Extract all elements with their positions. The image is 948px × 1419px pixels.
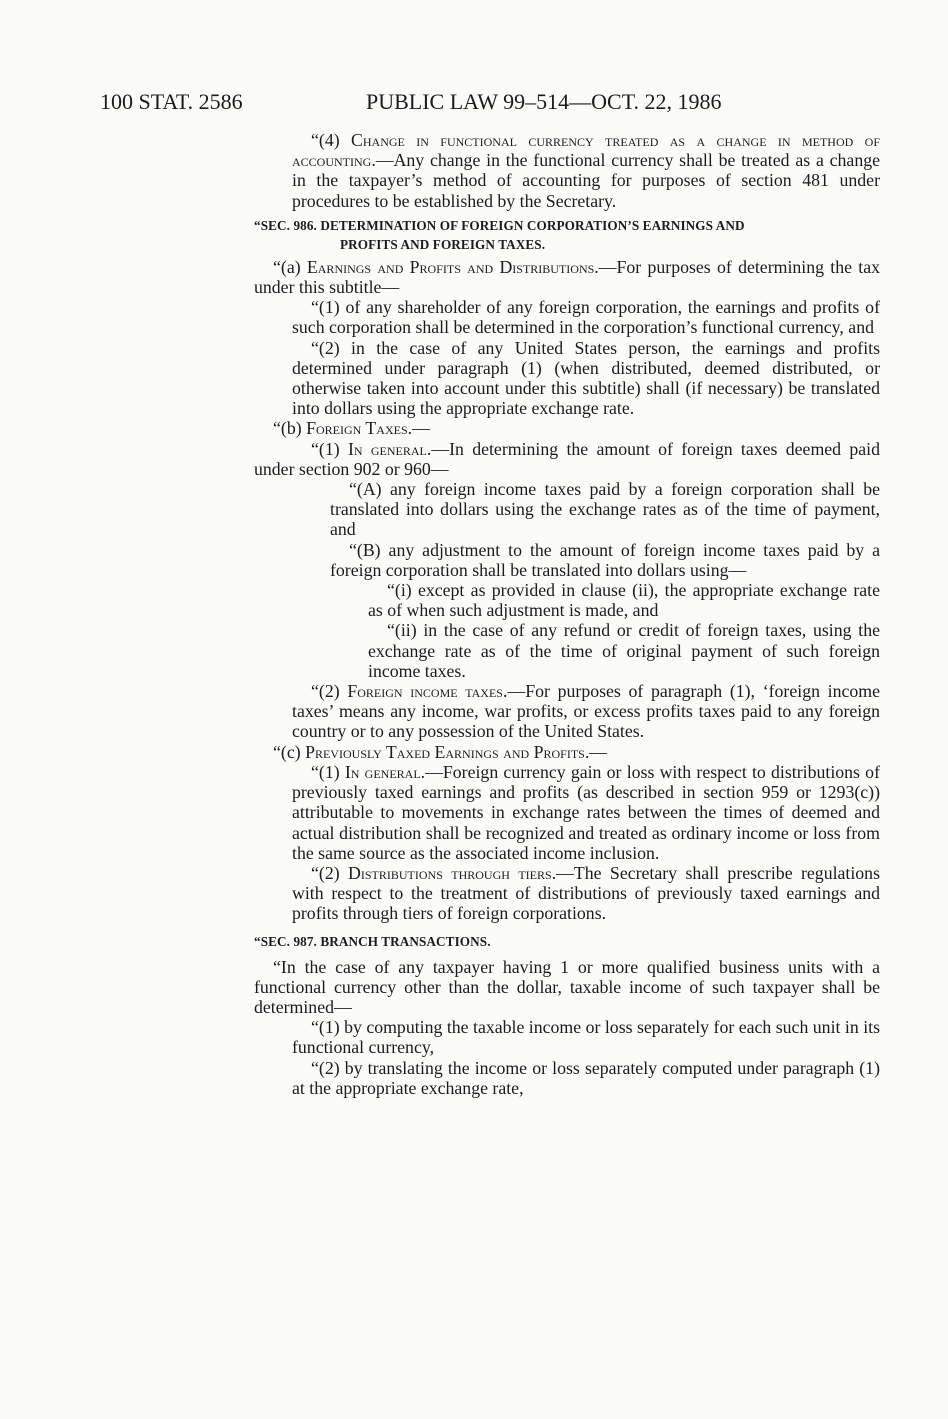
subsection-c: “(c) Previously Taxed Earnings and Profits.—: [273, 741, 608, 762]
paragraph-4: “(4) Change in functional currency treated as a change in method of accounting.—Any change in the functional currency shall be treated as a change in the taxpayer’s method of accounting for purposes of section 481 under procedures to be established by the Secretary.: [292, 130, 880, 211]
paragraph-4-heading: Change in functional currency treated as a change in method of accounting.: [292, 130, 880, 171]
subsection-b-2: “(2) Foreign income taxes.—For purposes of paragraph (1), ‘foreign income taxes’ means any income, war profits, or excess profits taxes paid to any foreign country or to any possession of the United States.: [292, 681, 881, 742]
section-987-heading: “SEC. 987. BRANCH TRANSACTIONS.: [254, 933, 491, 949]
subsection-c-1-heading: In general.: [344, 761, 426, 782]
subsection-b-1-B-i: “(i) except as provided in clause (ii), the appropriate exchange rate as of when such adjustment is made, and: [368, 580, 880, 621]
subsection-b-1: “(1) In general.—In determining the amount of foreign taxes deemed paid under section 902 or 960—: [254, 438, 880, 479]
section-987-text: “In the case of any taxpayer having 1 or more qualified business units with a functional currency other than the dollar, taxable income of such taxpayer shall be determined—: [254, 956, 880, 1017]
section-987-2: “(2) by translating the income or loss separately computed under paragraph (1) at the appropriate exchange rate,: [292, 1057, 880, 1098]
subsection-a-1: “(1) of any shareholder of any foreign corporation, the earnings and profits of such corporation shall be determined in the corporation’s functional currency, and: [292, 297, 880, 338]
statute-citation: 100 STAT. 2586: [100, 89, 243, 114]
subsection-b: “(b) Foreign Taxes.—: [273, 418, 430, 439]
subsection-b-1-B: “(B) any adjustment to the amount of foreign income taxes paid by a foreign corporation shall be translated into dollars using—: [330, 539, 880, 580]
subsection-a-2: “(2) in the case of any United States person, the earnings and profits determined under paragraph (1) (when distributed, deemed distributed, or otherwise taken into account under this subtitle) shall (if necessary) be translated into dollars using the appropriate exchange rate.: [292, 337, 880, 419]
page-header: [100, 86, 880, 118]
subsection-b-1-B-ii: “(ii) in the case of any refund or credit of foreign taxes, using the exchange rate as of the time of original payment of such foreign income taxes.: [368, 620, 880, 681]
subsection-b-2-heading: Foreign income taxes.: [347, 681, 508, 702]
subsection-a: “(a) Earnings and Profits and Distributions.—For purposes of determining the tax under this subtitle—: [254, 256, 880, 298]
section-986-heading: “SEC. 986. DETERMINATION OF FOREIGN CORPORATION’S EARNINGS AND PROFITS AND FOREIGN TAXES.: [254, 217, 745, 252]
subsection-b-1-A: “(A) any foreign income taxes paid by a foreign corporation shall be translated into dollars using the exchange rates as of the time of payment, and: [330, 479, 880, 540]
subsection-b-heading: Foreign Taxes.: [306, 418, 413, 439]
subsection-c-heading: Previously Taxed Earnings and Profits.: [305, 741, 590, 762]
subsection-c-2-heading: Distributions through tiers.: [348, 862, 557, 883]
subsection-c-2: “(2) Distributions through tiers.—The Secretary shall prescribe regulations with respect to the treatment of distributions of previously taxed earnings and profits through tiers of foreign corporations.: [292, 862, 880, 924]
subsection-c-1: “(1) In general.—Foreign currency gain or loss with respect to distributions of previously taxed earnings and profits (as described in section 959 or 1293(c)) attributable to movements in exchange rates between the times of deemed and actual distribution shall be recognized and treated as ordinary income or loss from the same source as the associated income inclusion.: [292, 761, 880, 863]
subsection-a-heading: Earnings and Profits and Distributions.: [306, 256, 599, 277]
subsection-b-1-heading: In general.: [347, 438, 432, 459]
document-body: [254, 130, 880, 1098]
public-law-title: PUBLIC LAW 99–514—OCT. 22, 1986: [366, 89, 722, 114]
section-987-1: “(1) by computing the taxable income or loss separately for each such unit in its functional currency,: [292, 1017, 880, 1058]
